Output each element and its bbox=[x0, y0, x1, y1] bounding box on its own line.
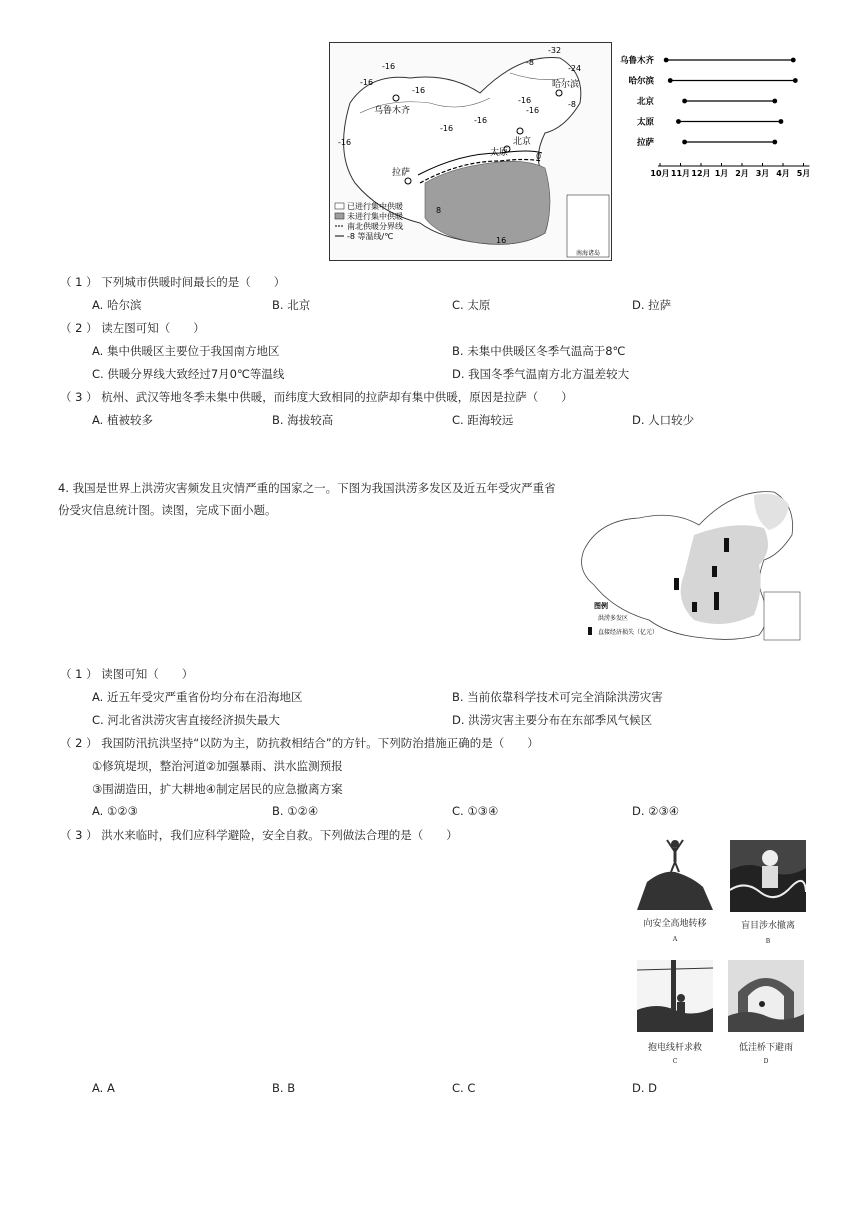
range-start-point bbox=[668, 78, 673, 83]
q3-2-stem bbox=[60, 320, 205, 336]
range-start-point bbox=[664, 58, 669, 63]
heating-period-svg bbox=[615, 44, 815, 180]
picture-d-letter: D bbox=[763, 1058, 769, 1065]
flood-map-svg bbox=[574, 480, 804, 642]
q3-1-option-b[interactable]: B. 北京 bbox=[272, 298, 311, 312]
picture-c-caption: 抱电线杆求救 bbox=[647, 1043, 702, 1053]
q4-intro-line1: 4. 我国是世界上洪涝灾害频发且灾情严重的国家之一。下图为我国洪涝多发区及近五年受灾严重省 bbox=[58, 481, 556, 495]
picture-b bbox=[730, 840, 806, 952]
loss-bar bbox=[674, 578, 679, 590]
legend-isotherm: -8 等温线/℃ bbox=[347, 232, 394, 241]
flood-map bbox=[574, 480, 804, 642]
x-tick-label: 12月 bbox=[691, 169, 711, 178]
q4-1-option-c[interactable]: C. 河北省洪涝灾害直接经济损失最大 bbox=[92, 713, 280, 727]
q4-1-option-a[interactable]: A. 近五年受灾严重省份均分布在沿海地区 bbox=[92, 690, 303, 704]
isotherm-label: -8 bbox=[526, 58, 534, 67]
q3-2-option-b[interactable]: B. 未集中供暖区冬季气温高于8℃ bbox=[452, 344, 626, 358]
picture-c-art bbox=[637, 960, 713, 1032]
q3-3-number: （ 3 ） bbox=[60, 390, 98, 404]
range-start-point bbox=[676, 119, 681, 124]
isotherm-label: -16 bbox=[440, 124, 454, 133]
range-end-point bbox=[772, 99, 777, 104]
category-label: 哈尔滨 bbox=[628, 76, 654, 87]
q4-2-stem bbox=[60, 735, 539, 751]
q3-2-text: 读左图可知（ ） bbox=[101, 321, 205, 335]
category-label: 乌鲁木齐 bbox=[619, 56, 654, 66]
q4-intro-line2: 份受灾信息统计图。读图，完成下面小题。 bbox=[58, 503, 277, 517]
q3-2-option-d[interactable]: D. 我国冬季气温南方北方温差较大 bbox=[452, 367, 630, 381]
picture-a-letter: A bbox=[672, 936, 678, 943]
q3-1-number: （ 1 ） bbox=[60, 275, 98, 289]
q4-1-option-d[interactable]: D. 洪涝灾害主要分布在东部季风气候区 bbox=[452, 713, 653, 727]
x-tick-label: 10月 bbox=[650, 169, 670, 178]
q4-2-text: 我国防汛抗洪坚持“以防为主，防抗救相结合”的方针。下列防治措施正确的是（ ） bbox=[101, 736, 539, 750]
picture-c-letter: C bbox=[672, 1058, 678, 1065]
south-sea-inset bbox=[764, 592, 800, 640]
range-end-point bbox=[772, 140, 777, 145]
loss-bar bbox=[724, 538, 729, 552]
picture-d-art bbox=[728, 960, 804, 1032]
q4-3-option-b[interactable]: B. B bbox=[272, 1081, 296, 1095]
heating-map bbox=[329, 42, 612, 261]
q4-2-number: （ 2 ） bbox=[60, 736, 98, 750]
q4-2-option-b[interactable]: B. ①②④ bbox=[272, 804, 319, 818]
heating-period-chart bbox=[615, 44, 815, 180]
q4-3-option-c[interactable]: C. C bbox=[452, 1081, 476, 1095]
legend-heated: 已进行集中供暖 bbox=[347, 202, 403, 211]
heating-map-svg bbox=[330, 43, 611, 260]
isotherm-label: 16 bbox=[496, 236, 507, 245]
x-tick-label: 2月 bbox=[735, 169, 749, 178]
range-start-point bbox=[682, 99, 687, 104]
q4-1-text: 读图可知（ ） bbox=[101, 667, 194, 681]
x-tick-label: 3月 bbox=[755, 169, 770, 178]
isotherm-label: -16 bbox=[382, 62, 396, 71]
range-end-point bbox=[791, 58, 796, 63]
category-label: 拉萨 bbox=[636, 138, 654, 148]
q4-2-measures-line1: ①修筑堤坝，整治河道②加强暴雨、洪水监测预报 bbox=[92, 759, 343, 773]
range-start-point bbox=[682, 140, 687, 145]
city-label-harbin: 哈尔滨 bbox=[552, 80, 580, 90]
q3-2-option-c[interactable]: C. 供暖分界线大致经过7月0℃等温线 bbox=[92, 367, 285, 381]
q4-1-number: （ 1 ） bbox=[60, 667, 98, 681]
q3-1-option-a[interactable]: A. 哈尔滨 bbox=[92, 298, 142, 312]
q3-3-text: 杭州、武汉等地冬季未集中供暖，而纬度大致相同的拉萨却有集中供暖，原因是拉萨（ ） bbox=[101, 390, 573, 404]
q4-3-stem bbox=[60, 827, 458, 843]
isotherm-label: 0 bbox=[536, 152, 542, 161]
q3-1-text: 下列城市供暖时间最长的是（ ） bbox=[101, 275, 286, 289]
q4-2-option-c[interactable]: C. ①③④ bbox=[452, 804, 499, 818]
isotherm-label: 8 bbox=[436, 206, 442, 215]
isotherm-label: -16 bbox=[518, 96, 532, 105]
q3-3-option-b[interactable]: B. 海拔较高 bbox=[272, 413, 334, 427]
x-tick-label: 11月 bbox=[670, 169, 691, 178]
x-tick-label: 5月 bbox=[796, 169, 811, 178]
isotherm-label: -16 bbox=[338, 138, 352, 147]
isotherm-label: -16 bbox=[412, 86, 426, 95]
non-heating-area bbox=[425, 161, 550, 244]
q3-3-option-d[interactable]: D. 人口较少 bbox=[632, 413, 695, 427]
category-label: 北京 bbox=[636, 97, 654, 107]
picture-b-art bbox=[730, 840, 806, 912]
isotherm-label: -8 bbox=[568, 100, 576, 109]
q4-3-option-a[interactable]: A. A bbox=[92, 1081, 115, 1095]
range-end-point bbox=[793, 78, 798, 83]
picture-c bbox=[637, 960, 713, 1072]
city-label-urumqi: 乌鲁木齐 bbox=[374, 106, 411, 116]
q4-2-option-d[interactable]: D. ②③④ bbox=[632, 804, 680, 818]
picture-a-caption: 向安全高地转移 bbox=[643, 919, 707, 929]
q4-1-stem bbox=[60, 666, 193, 682]
city-label-beijing: 北京 bbox=[513, 137, 532, 147]
isotherm-label: -24 bbox=[568, 64, 582, 73]
q4-3-text: 洪水来临时，我们应科学避险，安全自救。下列做法合理的是（ ） bbox=[101, 828, 458, 842]
q3-2-option-a[interactable]: A. 集中供暖区主要位于我国南方地区 bbox=[92, 344, 280, 358]
loss-bar bbox=[712, 566, 717, 577]
legend-flood-area: 洪涝多发区 bbox=[598, 615, 629, 622]
q4-1-option-b[interactable]: B. 当前依靠科学技术可完全消除洪涝灾害 bbox=[452, 690, 663, 704]
q4-3-number: （ 3 ） bbox=[60, 828, 98, 842]
category-label: 太原 bbox=[636, 117, 654, 128]
legend-not-heated: 未进行集中供暖 bbox=[347, 212, 403, 221]
range-end-point bbox=[779, 119, 784, 124]
q3-3-option-c[interactable]: C. 距海较远 bbox=[452, 413, 514, 427]
legend-boundary: 南北供暖分界线 bbox=[347, 222, 403, 231]
loss-bar bbox=[692, 602, 697, 612]
x-tick-label: 4月 bbox=[776, 169, 790, 178]
picture-b-letter: B bbox=[765, 938, 771, 945]
q4-2-measures-line2: ③围湖造田，扩大耕地④制定居民的应急撤离方案 bbox=[92, 782, 343, 796]
legend-title: 图例 bbox=[594, 602, 608, 610]
isotherm-label: -32 bbox=[548, 46, 562, 55]
x-tick-label: 1月 bbox=[714, 169, 729, 178]
isotherm-label: -16 bbox=[474, 116, 488, 125]
q3-1-option-c[interactable]: C. 太原 bbox=[452, 298, 491, 312]
q3-3-stem bbox=[60, 389, 573, 405]
city-label-taiyuan: 太原 bbox=[490, 148, 509, 158]
city-label-lhasa: 拉萨 bbox=[392, 168, 411, 178]
south-sea-inset bbox=[567, 195, 609, 257]
q4-3-option-d[interactable]: D. D bbox=[632, 1081, 658, 1095]
picture-d bbox=[728, 960, 804, 1072]
legend-economic-loss: 直接经济损失（亿元） bbox=[598, 629, 659, 636]
q3-3-option-a[interactable]: A. 植被较多 bbox=[92, 413, 153, 427]
picture-a-art bbox=[637, 832, 713, 910]
picture-b-caption: 盲目涉水撤离 bbox=[740, 921, 795, 931]
isotherm-label: -16 bbox=[360, 78, 374, 87]
q3-1-stem bbox=[60, 274, 285, 290]
q3-2-number: （ 2 ） bbox=[60, 321, 98, 335]
picture-a bbox=[637, 832, 713, 950]
south-sea-inset-label: 南海诸岛 bbox=[576, 250, 601, 257]
picture-d-caption: 低洼桥下避雨 bbox=[738, 1043, 793, 1053]
loss-bar bbox=[714, 592, 719, 610]
isotherm-label: -16 bbox=[526, 106, 540, 115]
q3-1-option-d[interactable]: D. 拉萨 bbox=[632, 298, 672, 312]
q4-2-option-a[interactable]: A. ①②③ bbox=[92, 804, 138, 818]
